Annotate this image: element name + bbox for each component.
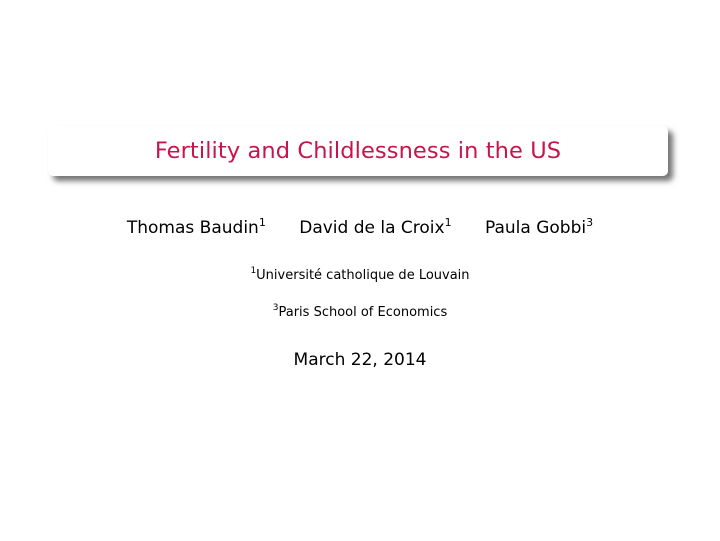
affiliation-name: Paris School of Economics bbox=[278, 305, 448, 320]
affiliation-mark: 1 bbox=[258, 216, 266, 229]
affiliation-pse bbox=[0, 305, 720, 320]
affiliation-mark: 3 bbox=[272, 303, 279, 313]
author-de-la-croix bbox=[299, 218, 451, 238]
author-gobbi bbox=[485, 218, 593, 238]
author-name: David de la Croix bbox=[299, 218, 445, 238]
slide-title: Fertility and Childlessness in the US bbox=[154, 138, 562, 164]
author-name: Thomas Baudin bbox=[126, 218, 259, 238]
affiliation-mark: 3 bbox=[586, 216, 594, 229]
author-list bbox=[0, 218, 720, 238]
affiliation-louvain bbox=[0, 268, 720, 283]
affiliation-name: Université catholique de Louvain bbox=[256, 268, 470, 283]
title-box bbox=[48, 126, 668, 176]
author-baudin bbox=[127, 218, 266, 238]
affiliation-mark: 1 bbox=[444, 216, 452, 229]
author-name: Paula Gobbi bbox=[485, 218, 587, 238]
presentation-date: March 22, 2014 bbox=[293, 350, 427, 370]
affiliation-mark: 1 bbox=[250, 266, 257, 276]
